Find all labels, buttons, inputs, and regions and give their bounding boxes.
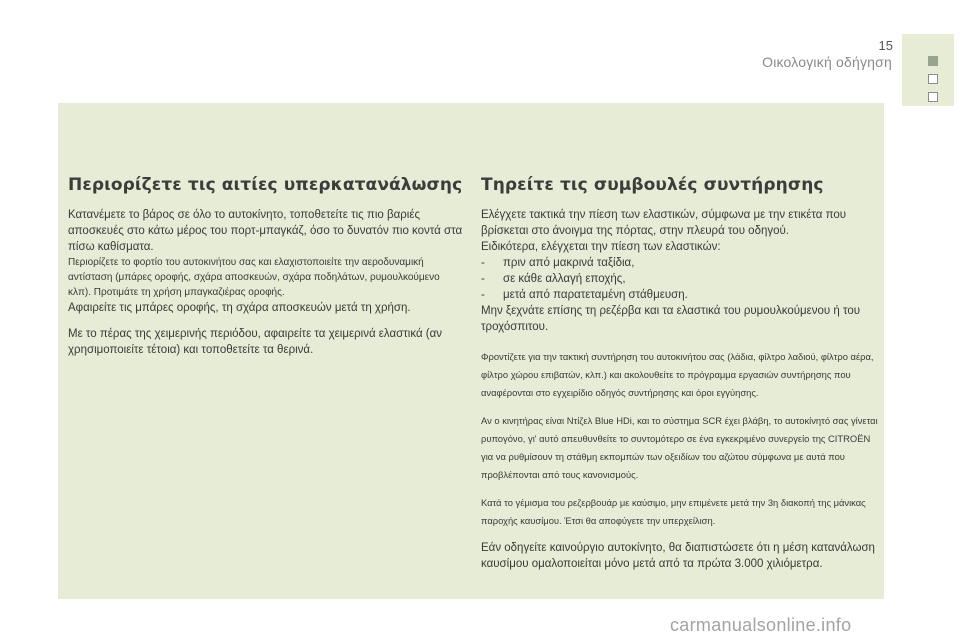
paragraph-winter-tyres: Με το πέρας της χειμερινής περιόδου, αφαιρείτε τα χειμερινά ελαστικά (αν χρησιμοποιείτε τέτοια) και τοποθετείτε τα θερινά.: [68, 328, 443, 356]
section-heading-consumption: Περιορίζετε τις αιτίες υπερκατανάλωσης: [68, 175, 463, 195]
check-occasions-list: [481, 255, 881, 303]
paragraph-regular-service: Φροντίζετε για την τακτική συντήρηση του αυτοκινήτου σας (λάδια, φίλτρο λαδιού, φίλτρο αέρα, φίλτρο χώρου επιβατών, κλπ.) και ακολουθείτε το πρόγραμμα εργασιών συντήρησης που αναφέρονται στο εγχειρίδιο οδηγός συντήρησης και όροι εγγύησης.: [481, 351, 874, 398]
section-marker-empty-icon: [928, 92, 938, 102]
watermark: carmanualsonline.info: [670, 615, 852, 635]
section-marker-empty-icon: [928, 74, 938, 84]
right-column: [481, 175, 881, 572]
chapter-title: Οικολογική οδήγηση: [762, 54, 892, 70]
paragraph-tyre-pressure: Ελέγχετε τακτικά την πίεση των ελαστικών, σύμφωνα με την ετικέτα που βρίσκεται στο άνοιγμα της πόρτας, στην πλευρά του οδηγού.: [481, 209, 847, 237]
paragraph-blue-hdi-scr: Αν ο κινητήρας είναι Ντίζελ Blue HDi, και το σύστημα SCR έχει βλάβη, το αυτοκίνητό σας γίνεται ρυπογόνο, γι' αυτό απευθυνθείτε το συντομότερο σε ένα εγκεκριμένο συνεργείο της CITROËN για να ρυθμίσουν τη στάθμη εκπομπών των οξειδίων του αζώτου σύμφωνα με αυτά που προβλέπονται από τους κανονισμούς.: [481, 415, 878, 480]
paragraph-load-limit: Περιορίζετε το φορτίο του αυτοκινήτου σας και ελαχιστοποιείτε την αεροδυναμική αντίσταση (μπάρες οροφής, σχάρα αποσκευών, σχάρα ποδηλάτων, ρυμουλκούμενο κλπ). Προτιμάτε τη χρήση μπαγκαζιέρας οροφής.: [68, 257, 440, 298]
left-column: [68, 175, 464, 358]
paragraph-remove-roof-bars: Αφαιρείτε τις μπάρες οροφής, τη σχάρα αποσκευών μετά τη χρήση.: [68, 302, 411, 314]
paragraph-new-vehicle: Εάν οδηγείτε καινούργιο αυτοκίνητο, θα διαπιστώσετε ότι η μέση κατανάλωση καυσίμου ομαλοποιείται μόνο μετά από τα πρώτα 3.000 χιλιόμετρα.: [481, 542, 875, 570]
list-item: - πριν από μακρινά ταξίδια,: [481, 255, 881, 271]
page-number: 15: [878, 38, 893, 53]
paragraph-spare-wheel: Μην ξεχνάτε επίσης τη ρεζέρβα και τα ελαστικά του ρυμουλκούμενου ή του τροχόσπιτου.: [481, 305, 861, 333]
paragraph-weight-distribution: Κατανέμετε το βάρος σε όλο το αυτοκίνητο, τοποθετείτε τις πιο βαριές αποσκευές στο κάτω μέρος του πορτ-μπαγκάζ, όσο το δυνατόν πιο κοντά στα πίσω καθίσματα.: [68, 209, 463, 253]
list-item: - σε κάθε αλλαγή εποχής,: [481, 271, 881, 287]
paragraph-refuelling: Κατά το γέμισμα του ρεζερβουάρ με καύσιμο, μην επιμένετε μετά την 3η διακοπή της μάνικας παροχής καυσίμου. Έτσι θα αποφύγετε την υπερχείλιση.: [481, 497, 866, 526]
chapter-thumb-tab: [902, 34, 954, 106]
section-heading-maintenance: Τηρείτε τις συμβουλές συντήρησης: [481, 175, 824, 195]
list-item: - μετά από παρατεταμένη στάθμευση.: [481, 287, 881, 303]
section-marker-filled-icon: [928, 56, 938, 66]
paragraph-check-when: Ειδικότερα, ελέγχεται την πίεση των ελαστικών:: [481, 241, 721, 253]
